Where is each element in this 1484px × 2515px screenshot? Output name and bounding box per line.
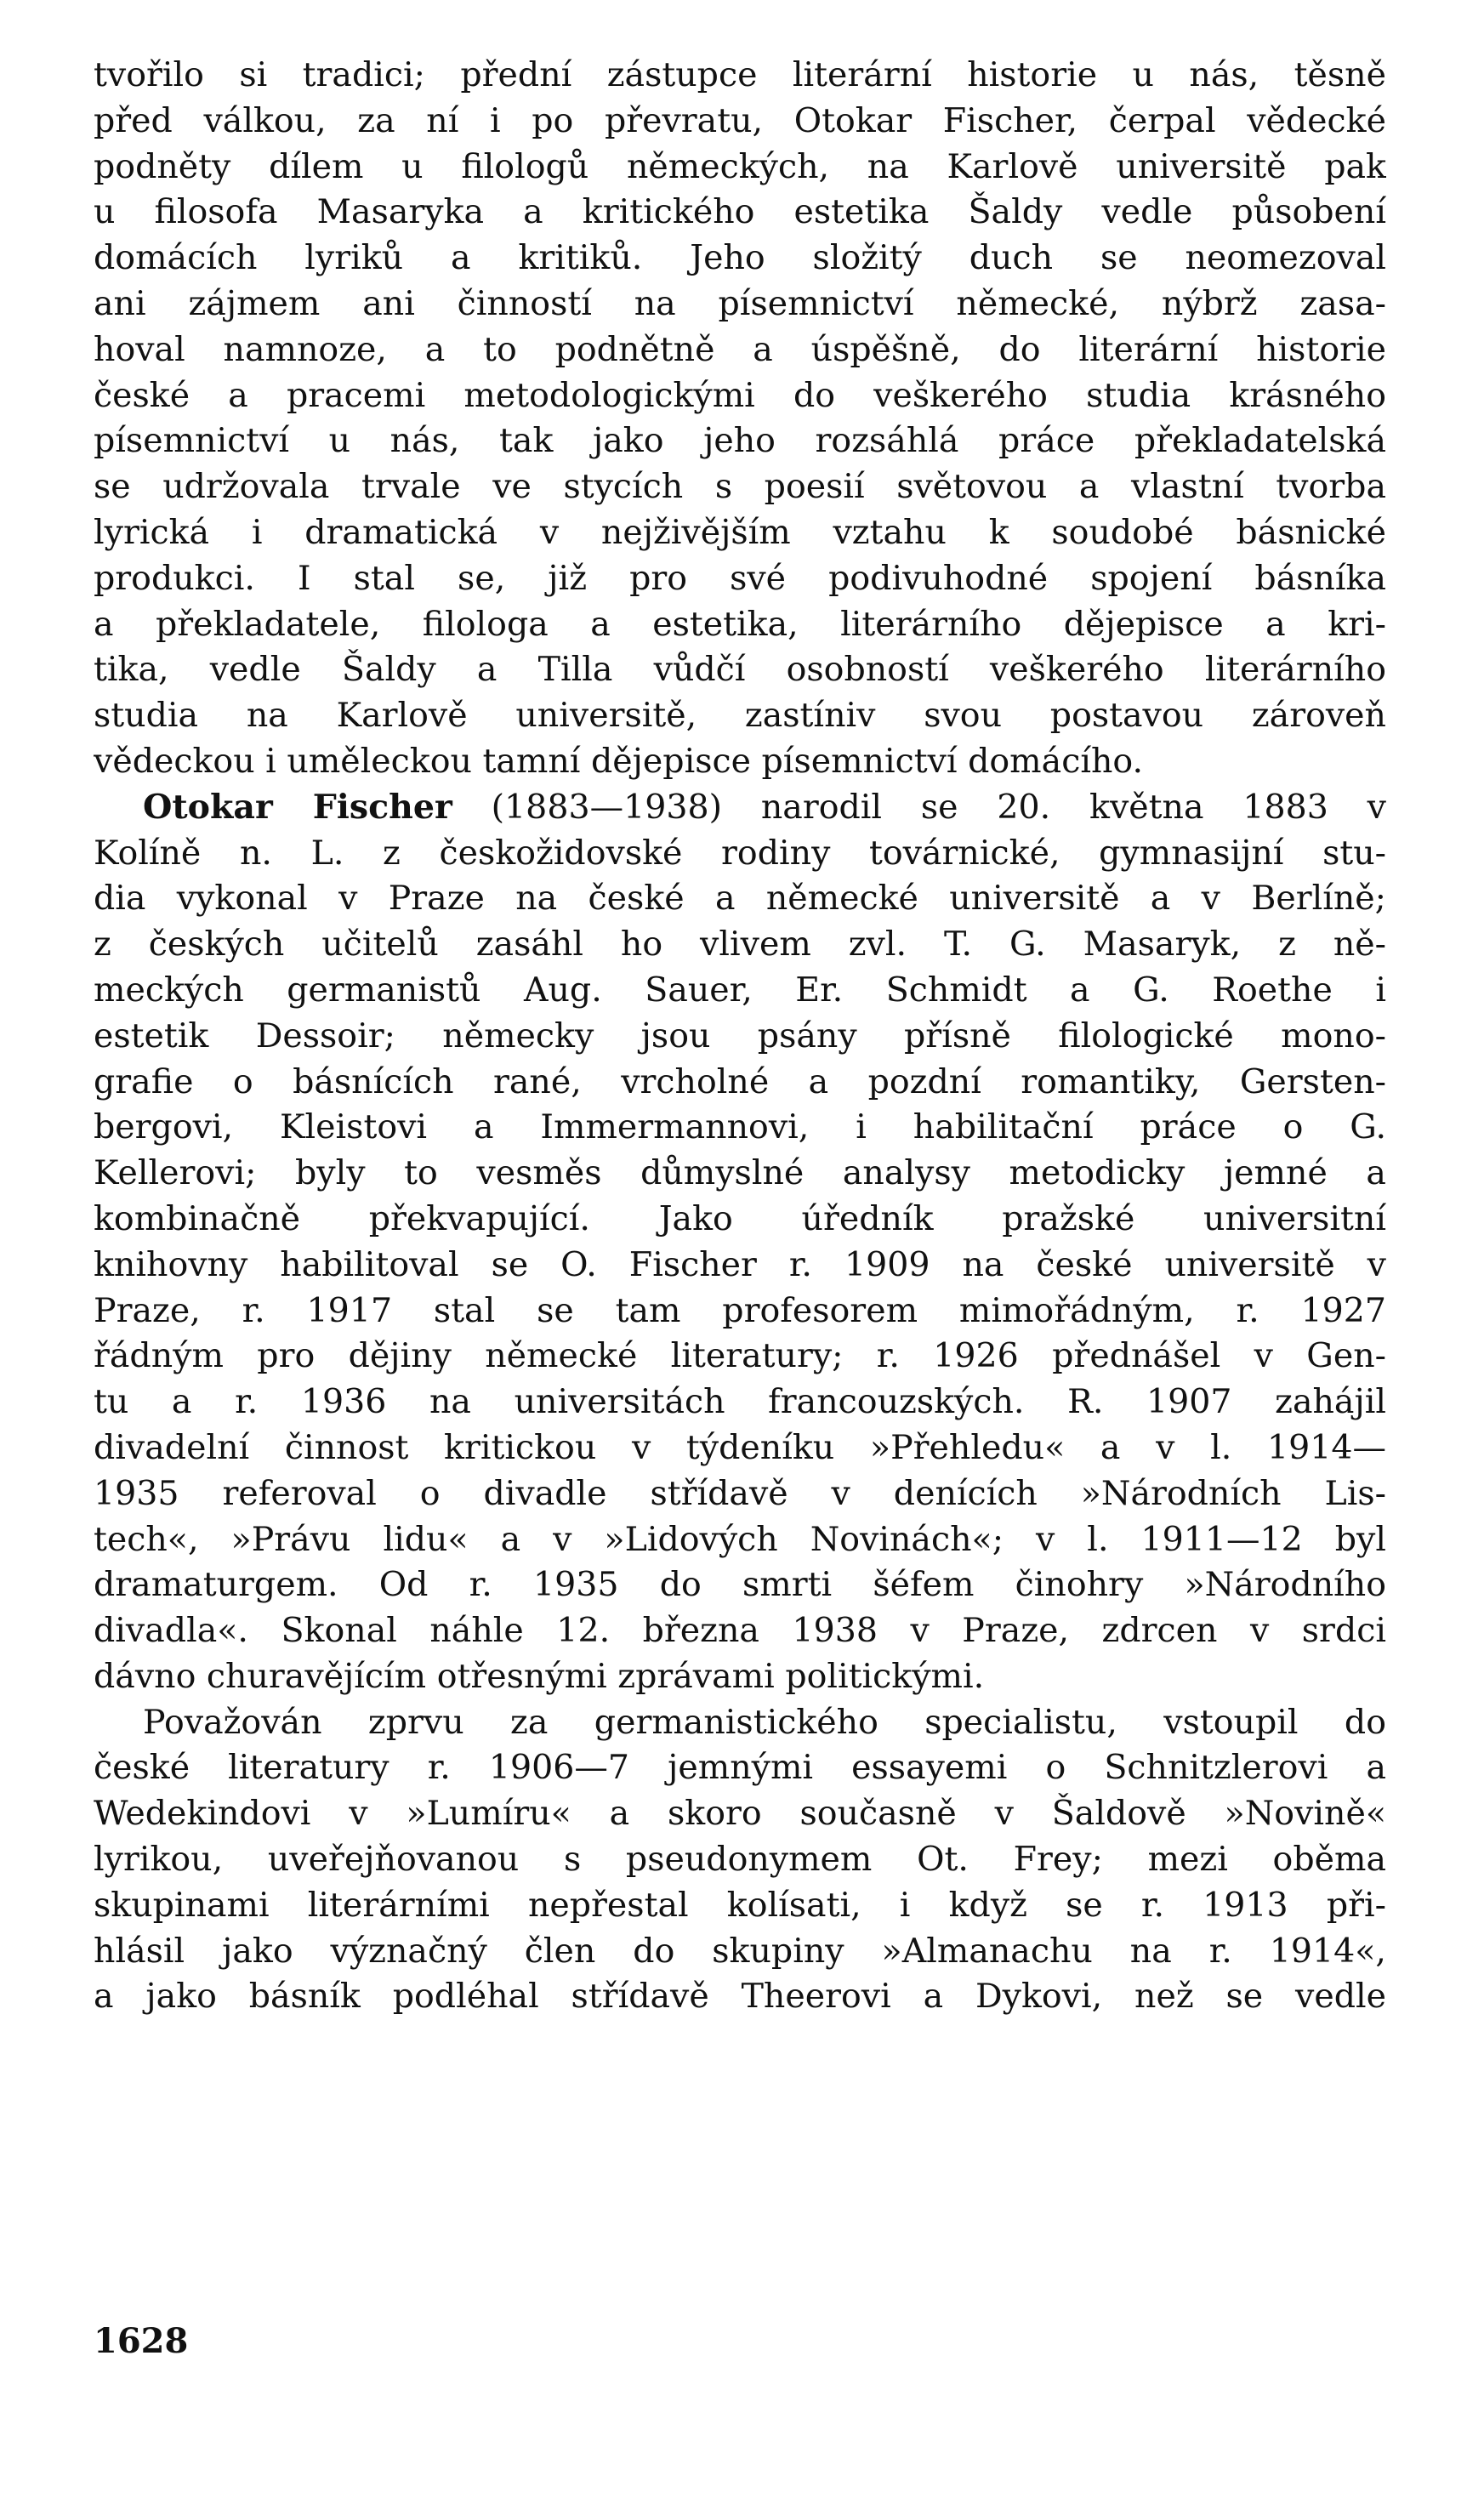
text-line: domácích lyriků a kritiků. Jeho složitý duch se neomezoval bbox=[94, 238, 1386, 278]
text-line: u filosofa Masaryka a kritického estetika Šaldy vedle působení bbox=[94, 192, 1386, 232]
page-body bbox=[94, 53, 1386, 2020]
text-line: Kolíně n. L. z českožidovské rodiny továrnické, gymnasijní stu- bbox=[94, 833, 1386, 873]
text-line: kombinačně překvapující. Jako úředník pražské universitní bbox=[94, 1198, 1386, 1238]
author-name: Otokar Fischer bbox=[143, 787, 452, 827]
text-line: dia vykonal v Praze na české a německé universitě a v Berlíně; bbox=[94, 879, 1386, 919]
text-line: hoval namnoze, a to podnětně a úspěšně, do literární historie bbox=[94, 329, 1386, 369]
text-line: a jako básník podléhal střídavě Theerovi a Dykovi, než se vedle bbox=[94, 1977, 1386, 2017]
text-line: vědeckou i uměleckou tamní dějepisce písemnictví domácího. bbox=[94, 741, 1144, 781]
text-line bbox=[94, 785, 1386, 831]
text-line: Praze, r. 1917 stal se tam profesorem mimořádným, r. 1927 bbox=[94, 1290, 1386, 1330]
text-line: skupinami literárními nepřestal kolísati, i když se r. 1913 při- bbox=[94, 1885, 1386, 1925]
text-line: Wedekindovi v »Lumíru« a skoro současně v Šaldově »Novině« bbox=[94, 1794, 1386, 1834]
text-line: divadla«. Skonal náhle 12. března 1938 v Praze, zdrcen v srdci bbox=[94, 1611, 1386, 1651]
text-line: české a pracemi metodologickými do veškerého studia krásného bbox=[94, 375, 1386, 415]
text-line: Považován zprvu za germanistického specialistu, vstoupil do bbox=[143, 1702, 1386, 1742]
text-line: dávno churavějícím otřesnými zprávami politickými. bbox=[94, 1656, 985, 1696]
text-line-rest: (1883—1938) narodil se 20. května 1883 v bbox=[452, 787, 1386, 827]
text-line: z českých učitelů zasáhl ho vlivem zvl. T. G. Masaryk, z ně- bbox=[94, 925, 1386, 964]
text-line: knihovny habilitoval se O. Fischer r. 1909 na české universitě v bbox=[94, 1244, 1386, 1284]
text-line: ani zájmem ani činností na písemnictví německé, nýbrž zasa- bbox=[94, 283, 1386, 323]
text-line: tika, vedle Šaldy a Tilla vůdčí osobností veškerého literárního bbox=[94, 650, 1386, 690]
text-line: řádným pro dějiny německé literatury; r. 1926 přednášel v Gen- bbox=[94, 1336, 1386, 1376]
text-line: tech«, »Právu lidu« a v »Lidových Novinách«; v l. 1911—12 byl bbox=[94, 1519, 1386, 1559]
text-line: se udržovala trvale ve stycích s poesií světovou a vlastní tvorba bbox=[94, 467, 1386, 507]
text-line: písemnictví u nás, tak jako jeho rozsáhlá práce překladatelská bbox=[94, 421, 1386, 461]
text-line: české literatury r. 1906—7 jemnými essayemi o Schnitzlerovi a bbox=[94, 1748, 1386, 1788]
text-line: meckých germanistů Aug. Sauer, Er. Schmidt a G. Roethe i bbox=[94, 970, 1386, 1010]
text-line: studia na Karlově universitě, zastíniv svou postavou zároveň bbox=[94, 696, 1386, 736]
text-line: a překladatele, filologa a estetika, literárního dějepisce a kri- bbox=[94, 604, 1386, 644]
text-line: estetik Dessoir; německy jsou psány přísně filologické mono- bbox=[94, 1016, 1386, 1056]
text-line: tvořilo si tradici; přední zástupce literární historie u nás, těsně bbox=[94, 55, 1386, 94]
text-line: před válkou, za ní i po převratu, Otokar Fischer, čerpal vědecké bbox=[94, 100, 1386, 140]
text-line: lyrikou, uveřejňovanou s pseudonymem Ot. Frey; mezi oběma bbox=[94, 1840, 1386, 1880]
text-line: dramaturgem. Od r. 1935 do smrti šéfem činohry »Národního bbox=[94, 1565, 1386, 1605]
text-line: 1935 referoval o divadle střídavě v denících »Národních Lis- bbox=[94, 1473, 1386, 1513]
text-line: grafie o básnících rané, vrcholné a pozdní romantiky, Gersten- bbox=[94, 1061, 1386, 1101]
paragraph-3 bbox=[94, 1700, 1386, 2021]
paragraph-1 bbox=[94, 53, 1386, 785]
text-line: hlásil jako význačný člen do skupiny »Almanachu na r. 1914«, bbox=[94, 1931, 1386, 1971]
text-line: divadelní činnost kritickou v týdeníku »Přehledu« a v l. 1914— bbox=[94, 1427, 1386, 1467]
page-number: 1628 bbox=[94, 2321, 189, 2361]
text-line: podněty dílem u filologů německých, na Karlově universitě pak bbox=[94, 146, 1386, 186]
text-line: Kellerovi; byly to vesměs důmyslné analysy metodicky jemné a bbox=[94, 1153, 1386, 1193]
text-line: bergovi, Kleistovi a Immermannovi, i habilitační práce o G. bbox=[94, 1107, 1386, 1147]
text-line: lyrická i dramatická v nejživějším vztahu k soudobé básnické bbox=[94, 512, 1386, 552]
text-line: produkci. I stal se, již pro své podivuhodné spojení básníka bbox=[94, 558, 1386, 598]
paragraph-2 bbox=[94, 785, 1386, 1700]
text-line: tu a r. 1936 na universitách francouzských. R. 1907 zahájil bbox=[94, 1382, 1386, 1422]
